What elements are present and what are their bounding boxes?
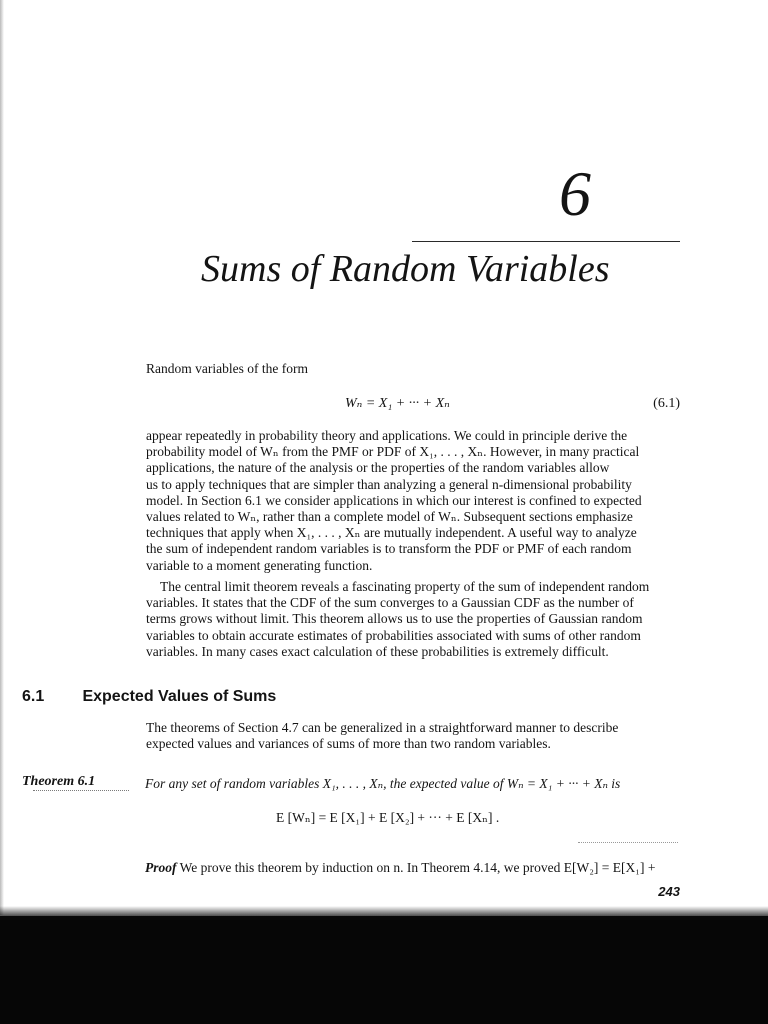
paragraph-line: model. In Section 6.1 we consider applications in which our interest is confined to expected — [146, 492, 642, 508]
chapter-title: Sums of Random Variables — [201, 248, 610, 290]
theorem-label: Theorem 6.1 — [22, 774, 96, 789]
paragraph-line: variables. In many cases exact calculation of these probabilities is extremely difficult. — [146, 643, 609, 659]
chapter-title-rule — [412, 241, 680, 242]
paragraph-central-limit-theorem — [146, 579, 680, 660]
section-paragraph-line: expected values and variances of sums of more than two random variables. — [146, 736, 551, 752]
section-number: 6.1 — [22, 688, 45, 705]
scan-page-edge — [0, 0, 4, 915]
equation-number: (6.1) — [653, 396, 680, 411]
intro-line: Random variables of the form — [146, 361, 308, 376]
theorem-statement: For any set of random variables X₁, . . . , Xₙ, the expected value of Wₙ = X₁ + ··· + Xₙ is — [145, 776, 621, 791]
paragraph-line: the sum of independent random variables is to transform the PDF or PMF of each random — [146, 541, 632, 557]
proof-text: We prove this theorem by induction on n. In Theorem 4.14, we proved E[W₂] = E[X₁] + — [179, 860, 656, 875]
paragraph-line: us to apply techniques that are simpler than analyzing a general n-dimensional probability — [146, 476, 632, 492]
proof-separator — [578, 841, 678, 843]
paragraph-line: variables. It states that the CDF of the sum converges to a Gaussian CDF as the number of — [146, 595, 634, 611]
paragraph-sum-applications — [146, 428, 680, 574]
paragraph-line: terms grows without limit. This theorem allows us to use the properties of Gaussian random — [146, 611, 643, 627]
section-introduction — [146, 720, 680, 752]
proof-label: Proof — [145, 860, 177, 875]
chapter-number: 6 — [559, 158, 591, 229]
paragraph-line: variable to a moment generating function. — [146, 557, 373, 573]
paragraph-line: probability model of Wₙ from the PMF or PDF of X₁, . . . , Xₙ. However, in many practical — [146, 444, 640, 460]
paragraph-line: values related to Wₙ, rather than a complete model of Wₙ. Subsequent sections emphasize — [146, 509, 633, 525]
theorem-label-underline — [33, 789, 129, 791]
theorem-equation: E [Wₙ] = E [X₁] + E [X₂] + ··· + E [Xₙ] . — [276, 810, 500, 825]
paragraph-line: applications, the nature of the analysis or the properties of the random variables allow — [146, 460, 610, 476]
page-number: 243 — [658, 884, 680, 899]
section-title: Expected Values of Sums — [82, 688, 277, 705]
sum-equation: Wₙ = X₁ + ··· + Xₙ — [345, 396, 450, 411]
paragraph-line: variables to obtain accurate estimates of probabilities associated with sums of other random — [146, 627, 641, 643]
proof-paragraph — [145, 859, 690, 877]
section-paragraph-line: The theorems of Section 4.7 can be generalized in a straightforward manner to describe — [146, 720, 619, 735]
paragraph-line: techniques that apply when X₁, . . . , Xₙ are mutually independent. A useful way to analyze — [146, 525, 637, 541]
paragraph-line: The central limit theorem reveals a fascinating property of the sum of independent random — [160, 579, 650, 594]
paragraph-line: appear repeatedly in probability theory and applications. We could in principle derive the — [146, 428, 628, 443]
section-heading — [22, 687, 442, 707]
scan-dark-background — [0, 916, 768, 1024]
